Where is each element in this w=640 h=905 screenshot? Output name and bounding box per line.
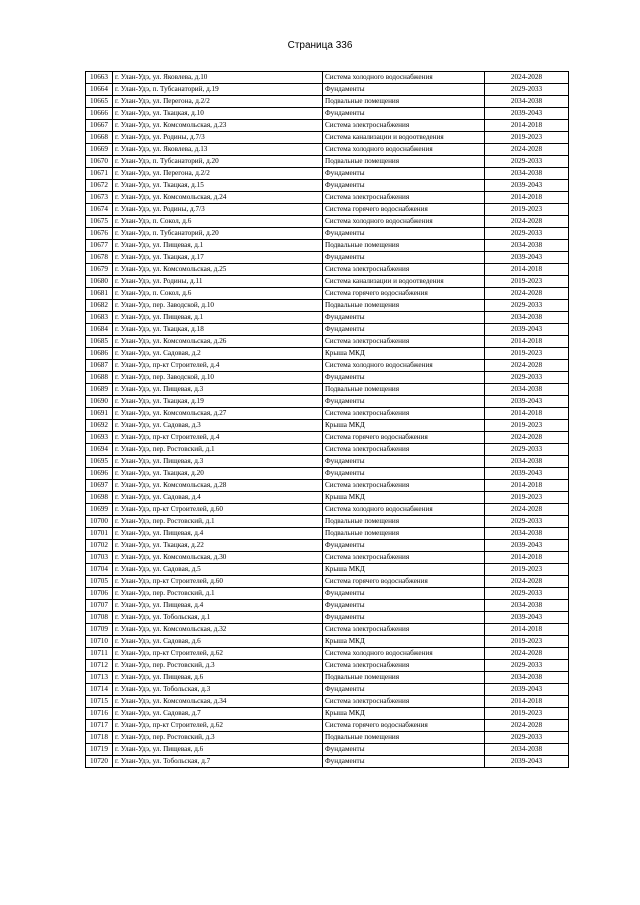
period-cell: 2019-2023 (485, 348, 569, 360)
record-id-cell: 10702 (86, 540, 113, 552)
system-cell: Система горячего водоснабжения (323, 288, 485, 300)
period-cell: 2024-2028 (485, 432, 569, 444)
system-cell: Фундаменты (323, 372, 485, 384)
record-id-cell: 10674 (86, 204, 113, 216)
address-cell: г. Улан-Удэ, п. Сокол, д.6 (113, 288, 323, 300)
system-cell: Фундаменты (323, 396, 485, 408)
record-id-cell: 10679 (86, 264, 113, 276)
system-cell: Подвальные помещения (323, 672, 485, 684)
record-id-cell: 10715 (86, 696, 113, 708)
period-cell: 2024-2028 (485, 144, 569, 156)
address-cell: г. Улан-Удэ, ул. Комсомольская, д.34 (113, 696, 323, 708)
table-row (86, 456, 569, 468)
record-id-cell: 10685 (86, 336, 113, 348)
record-id-cell: 10717 (86, 720, 113, 732)
table-row (86, 648, 569, 660)
table-row (86, 588, 569, 600)
system-cell: Подвальные помещения (323, 516, 485, 528)
system-cell: Система электроснабжения (323, 480, 485, 492)
record-id-cell: 10663 (86, 72, 113, 84)
system-cell: Система канализации и водоотведения (323, 132, 485, 144)
table-row (86, 600, 569, 612)
record-id-cell: 10697 (86, 480, 113, 492)
period-cell: 2034-2038 (485, 168, 569, 180)
table-row (86, 348, 569, 360)
table-row (86, 420, 569, 432)
record-id-cell: 10676 (86, 228, 113, 240)
record-id-cell: 10677 (86, 240, 113, 252)
system-cell: Фундаменты (323, 180, 485, 192)
address-cell: г. Улан-Удэ, ул. Пищевая, д.6 (113, 744, 323, 756)
period-cell: 2019-2023 (485, 204, 569, 216)
record-id-cell: 10692 (86, 420, 113, 432)
table-row (86, 168, 569, 180)
address-cell: г. Улан-Удэ, пр-кт Строителей, д.60 (113, 504, 323, 516)
table-row (86, 516, 569, 528)
record-id-cell: 10714 (86, 684, 113, 696)
record-id-cell: 10693 (86, 432, 113, 444)
system-cell: Фундаменты (323, 612, 485, 624)
period-cell: 2019-2023 (485, 420, 569, 432)
period-cell: 2029-2033 (485, 372, 569, 384)
address-cell: г. Улан-Удэ, пр-кт Строителей, д.4 (113, 360, 323, 372)
table-row (86, 372, 569, 384)
period-cell: 2029-2033 (485, 300, 569, 312)
table-row (86, 552, 569, 564)
address-cell: г. Улан-Удэ, ул. Комсомольская, д.32 (113, 624, 323, 636)
record-id-cell: 10689 (86, 384, 113, 396)
address-cell: г. Улан-Удэ, пр-кт Строителей, д.4 (113, 432, 323, 444)
period-cell: 2034-2038 (485, 672, 569, 684)
table-row (86, 312, 569, 324)
table-row (86, 504, 569, 516)
address-cell: г. Улан-Удэ, ул. Пищевая, д.3 (113, 456, 323, 468)
period-cell: 2024-2028 (485, 648, 569, 660)
system-cell: Крыша МКД (323, 348, 485, 360)
system-cell: Система электроснабжения (323, 408, 485, 420)
period-cell: 2034-2038 (485, 96, 569, 108)
record-id-cell: 10698 (86, 492, 113, 504)
system-cell: Фундаменты (323, 324, 485, 336)
record-id-cell: 10688 (86, 372, 113, 384)
address-cell: г. Улан-Удэ, ул. Ткацкая, д.10 (113, 108, 323, 120)
system-cell: Фундаменты (323, 252, 485, 264)
record-id-cell: 10667 (86, 120, 113, 132)
table-row (86, 360, 569, 372)
address-cell: г. Улан-Удэ, пер. Ростовский, д.3 (113, 732, 323, 744)
table-row (86, 252, 569, 264)
period-cell: 2029-2033 (485, 660, 569, 672)
table-row (86, 396, 569, 408)
period-cell: 2039-2043 (485, 756, 569, 768)
table-row (86, 96, 569, 108)
system-cell: Система холодного водоснабжения (323, 216, 485, 228)
table-row (86, 612, 569, 624)
record-id-cell: 10681 (86, 288, 113, 300)
address-cell: г. Улан-Удэ, ул. Ткацкая, д.18 (113, 324, 323, 336)
system-cell: Система электроснабжения (323, 336, 485, 348)
period-cell: 2024-2028 (485, 576, 569, 588)
address-cell: г. Улан-Удэ, ул. Тобольская, д.3 (113, 684, 323, 696)
address-cell: г. Улан-Удэ, ул. Ткацкая, д.17 (113, 252, 323, 264)
period-cell: 2039-2043 (485, 540, 569, 552)
record-id-cell: 10666 (86, 108, 113, 120)
address-cell: г. Улан-Удэ, ул. Комсомольская, д.24 (113, 192, 323, 204)
address-cell: г. Улан-Удэ, пер. Заводской, д.10 (113, 372, 323, 384)
period-cell: 2034-2038 (485, 456, 569, 468)
address-cell: г. Улан-Удэ, ул. Ткацкая, д.19 (113, 396, 323, 408)
address-cell: г. Улан-Удэ, пер. Ростовский, д.3 (113, 660, 323, 672)
record-id-cell: 10695 (86, 456, 113, 468)
period-cell: 2029-2033 (485, 516, 569, 528)
period-cell: 2029-2033 (485, 156, 569, 168)
address-cell: г. Улан-Удэ, ул. Тобольская, д.1 (113, 612, 323, 624)
table-row (86, 300, 569, 312)
system-cell: Крыша МКД (323, 708, 485, 720)
record-id-cell: 10690 (86, 396, 113, 408)
system-cell: Система электроснабжения (323, 660, 485, 672)
period-cell: 2014-2018 (485, 408, 569, 420)
record-id-cell: 10711 (86, 648, 113, 660)
registry-table-body (86, 72, 569, 768)
address-cell: г. Улан-Удэ, ул. Родины, д.7/3 (113, 132, 323, 144)
period-cell: 2019-2023 (485, 564, 569, 576)
period-cell: 2039-2043 (485, 612, 569, 624)
period-cell: 2034-2038 (485, 600, 569, 612)
address-cell: г. Улан-Удэ, ул. Садовая, д.7 (113, 708, 323, 720)
address-cell: г. Улан-Удэ, ул. Комсомольская, д.30 (113, 552, 323, 564)
table-row (86, 264, 569, 276)
system-cell: Фундаменты (323, 540, 485, 552)
record-id-cell: 10678 (86, 252, 113, 264)
record-id-cell: 10708 (86, 612, 113, 624)
record-id-cell: 10670 (86, 156, 113, 168)
table-row (86, 708, 569, 720)
record-id-cell: 10684 (86, 324, 113, 336)
table-row (86, 672, 569, 684)
period-cell: 2024-2028 (485, 288, 569, 300)
record-id-cell: 10709 (86, 624, 113, 636)
period-cell: 2029-2033 (485, 588, 569, 600)
record-id-cell: 10705 (86, 576, 113, 588)
address-cell: г. Улан-Удэ, ул. Яковлева, д.13 (113, 144, 323, 156)
record-id-cell: 10687 (86, 360, 113, 372)
period-cell: 2019-2023 (485, 708, 569, 720)
address-cell: г. Улан-Удэ, ул. Пищевая, д.4 (113, 600, 323, 612)
record-id-cell: 10673 (86, 192, 113, 204)
system-cell: Фундаменты (323, 312, 485, 324)
table-row (86, 84, 569, 96)
address-cell: г. Улан-Удэ, ул. Комсомольская, д.25 (113, 264, 323, 276)
period-cell: 2014-2018 (485, 336, 569, 348)
table-row (86, 432, 569, 444)
address-cell: г. Улан-Удэ, пр-кт Строителей, д.62 (113, 720, 323, 732)
address-cell: г. Улан-Удэ, ул. Пищевая, д.3 (113, 384, 323, 396)
record-id-cell: 10701 (86, 528, 113, 540)
period-cell: 2029-2033 (485, 84, 569, 96)
record-id-cell: 10699 (86, 504, 113, 516)
period-cell: 2019-2023 (485, 492, 569, 504)
period-cell: 2039-2043 (485, 396, 569, 408)
period-cell: 2039-2043 (485, 468, 569, 480)
system-cell: Система электроснабжения (323, 552, 485, 564)
address-cell: г. Улан-Удэ, ул. Пищевая, д.1 (113, 240, 323, 252)
period-cell: 2014-2018 (485, 552, 569, 564)
address-cell: г. Улан-Удэ, п. Тубсанаторий, д.19 (113, 84, 323, 96)
table-row (86, 72, 569, 84)
address-cell: г. Улан-Удэ, ул. Садовая, д.5 (113, 564, 323, 576)
record-id-cell: 10672 (86, 180, 113, 192)
address-cell: г. Улан-Удэ, ул. Садовая, д.3 (113, 420, 323, 432)
address-cell: г. Улан-Удэ, ул. Ткацкая, д.20 (113, 468, 323, 480)
system-cell: Система электроснабжения (323, 696, 485, 708)
address-cell: г. Улан-Удэ, ул. Пищевая, д.6 (113, 672, 323, 684)
system-cell: Система горячего водоснабжения (323, 432, 485, 444)
table-row (86, 132, 569, 144)
system-cell: Система холодного водоснабжения (323, 648, 485, 660)
address-cell: г. Улан-Удэ, ул. Ткацкая, д.15 (113, 180, 323, 192)
system-cell: Фундаменты (323, 600, 485, 612)
record-id-cell: 10675 (86, 216, 113, 228)
record-id-cell: 10704 (86, 564, 113, 576)
record-id-cell: 10706 (86, 588, 113, 600)
record-id-cell: 10671 (86, 168, 113, 180)
period-cell: 2039-2043 (485, 252, 569, 264)
record-id-cell: 10712 (86, 660, 113, 672)
address-cell: г. Улан-Удэ, ул. Комсомольская, д.26 (113, 336, 323, 348)
table-row (86, 324, 569, 336)
address-cell: г. Улан-Удэ, ул. Комсомольская, д.27 (113, 408, 323, 420)
system-cell: Система холодного водоснабжения (323, 360, 485, 372)
period-cell: 2039-2043 (485, 324, 569, 336)
record-id-cell: 10664 (86, 84, 113, 96)
period-cell: 2014-2018 (485, 120, 569, 132)
record-id-cell: 10718 (86, 732, 113, 744)
system-cell: Фундаменты (323, 684, 485, 696)
address-cell: г. Улан-Удэ, ул. Пищевая, д.1 (113, 312, 323, 324)
record-id-cell: 10686 (86, 348, 113, 360)
address-cell: г. Улан-Удэ, п. Тубсанаторий, д.20 (113, 156, 323, 168)
record-id-cell: 10694 (86, 444, 113, 456)
address-cell: г. Улан-Удэ, ул. Садовая, д.6 (113, 636, 323, 648)
record-id-cell: 10707 (86, 600, 113, 612)
address-cell: г. Улан-Удэ, пер. Ростовский, д.1 (113, 444, 323, 456)
table-row (86, 636, 569, 648)
system-cell: Система электроснабжения (323, 264, 485, 276)
table-row (86, 720, 569, 732)
system-cell: Подвальные помещения (323, 300, 485, 312)
record-id-cell: 10720 (86, 756, 113, 768)
table-row (86, 696, 569, 708)
period-cell: 2014-2018 (485, 192, 569, 204)
system-cell: Система горячего водоснабжения (323, 576, 485, 588)
table-row (86, 336, 569, 348)
period-cell: 2019-2023 (485, 132, 569, 144)
table-row (86, 192, 569, 204)
system-cell: Фундаменты (323, 108, 485, 120)
address-cell: г. Улан-Удэ, ул. Родины, д.7/3 (113, 204, 323, 216)
table-row (86, 180, 569, 192)
table-row (86, 684, 569, 696)
address-cell: г. Улан-Удэ, ул. Пищевая, д.4 (113, 528, 323, 540)
period-cell: 2024-2028 (485, 504, 569, 516)
table-row (86, 108, 569, 120)
system-cell: Система горячего водоснабжения (323, 720, 485, 732)
record-id-cell: 10682 (86, 300, 113, 312)
table-row (86, 384, 569, 396)
address-cell: г. Улан-Удэ, ул. Садовая, д.2 (113, 348, 323, 360)
system-cell: Крыша МКД (323, 492, 485, 504)
address-cell: г. Улан-Удэ, ул. Родины, д.11 (113, 276, 323, 288)
system-cell: Система холодного водоснабжения (323, 504, 485, 516)
system-cell: Подвальные помещения (323, 528, 485, 540)
table-row (86, 744, 569, 756)
period-cell: 2039-2043 (485, 180, 569, 192)
system-cell: Фундаменты (323, 756, 485, 768)
table-row (86, 492, 569, 504)
record-id-cell: 10668 (86, 132, 113, 144)
system-cell: Фундаменты (323, 588, 485, 600)
table-row (86, 156, 569, 168)
period-cell: 2029-2033 (485, 732, 569, 744)
address-cell: г. Улан-Удэ, ул. Комсомольская, д.28 (113, 480, 323, 492)
system-cell: Система холодного водоснабжения (323, 144, 485, 156)
system-cell: Фундаменты (323, 744, 485, 756)
address-cell: г. Улан-Удэ, пер. Заводской, д.10 (113, 300, 323, 312)
table-row (86, 528, 569, 540)
period-cell: 2024-2028 (485, 720, 569, 732)
address-cell: г. Улан-Удэ, п. Тубсанаторий, д.20 (113, 228, 323, 240)
table-row (86, 468, 569, 480)
record-id-cell: 10719 (86, 744, 113, 756)
system-cell: Фундаменты (323, 228, 485, 240)
system-cell: Система электроснабжения (323, 444, 485, 456)
record-id-cell: 10696 (86, 468, 113, 480)
system-cell: Система канализации и водоотведения (323, 276, 485, 288)
period-cell: 2034-2038 (485, 240, 569, 252)
period-cell: 2024-2028 (485, 216, 569, 228)
system-cell: Фундаменты (323, 84, 485, 96)
period-cell: 2014-2018 (485, 264, 569, 276)
address-cell: г. Улан-Удэ, ул. Комсомольская, д.23 (113, 120, 323, 132)
system-cell: Подвальные помещения (323, 156, 485, 168)
period-cell: 2014-2018 (485, 624, 569, 636)
record-id-cell: 10665 (86, 96, 113, 108)
system-cell: Крыша МКД (323, 420, 485, 432)
system-cell: Подвальные помещения (323, 96, 485, 108)
record-id-cell: 10683 (86, 312, 113, 324)
period-cell: 2014-2018 (485, 480, 569, 492)
record-id-cell: 10710 (86, 636, 113, 648)
period-cell: 2039-2043 (485, 684, 569, 696)
address-cell: г. Улан-Удэ, ул. Перегона, д.2/2 (113, 96, 323, 108)
period-cell: 2034-2038 (485, 312, 569, 324)
period-cell: 2024-2028 (485, 360, 569, 372)
period-cell: 2039-2043 (485, 108, 569, 120)
record-id-cell: 10680 (86, 276, 113, 288)
system-cell: Подвальные помещения (323, 240, 485, 252)
registry-table (85, 71, 569, 768)
table-row (86, 408, 569, 420)
system-cell: Система электроснабжения (323, 120, 485, 132)
address-cell: г. Улан-Удэ, ул. Перегона, д.2/2 (113, 168, 323, 180)
system-cell: Подвальные помещения (323, 732, 485, 744)
table-row (86, 576, 569, 588)
record-id-cell: 10716 (86, 708, 113, 720)
system-cell: Фундаменты (323, 168, 485, 180)
table-row (86, 216, 569, 228)
system-cell: Крыша МКД (323, 636, 485, 648)
address-cell: г. Улан-Удэ, ул. Садовая, д.4 (113, 492, 323, 504)
system-cell: Фундаменты (323, 456, 485, 468)
table-row (86, 660, 569, 672)
table-row (86, 228, 569, 240)
period-cell: 2014-2018 (485, 696, 569, 708)
period-cell: 2029-2033 (485, 444, 569, 456)
address-cell: г. Улан-Удэ, ул. Ткацкая, д.22 (113, 540, 323, 552)
address-cell: г. Улан-Удэ, ул. Тобольская, д.7 (113, 756, 323, 768)
record-id-cell: 10713 (86, 672, 113, 684)
record-id-cell: 10669 (86, 144, 113, 156)
address-cell: г. Улан-Удэ, пр-кт Строителей, д.62 (113, 648, 323, 660)
table-row (86, 444, 569, 456)
address-cell: г. Улан-Удэ, пер. Ростовский, д.1 (113, 516, 323, 528)
system-cell: Система электроснабжения (323, 192, 485, 204)
system-cell: Крыша МКД (323, 564, 485, 576)
table-row (86, 240, 569, 252)
address-cell: г. Улан-Удэ, ул. Яковлева, д.10 (113, 72, 323, 84)
period-cell: 2034-2038 (485, 744, 569, 756)
period-cell: 2034-2038 (485, 384, 569, 396)
period-cell: 2019-2023 (485, 276, 569, 288)
record-id-cell: 10700 (86, 516, 113, 528)
period-cell: 2019-2023 (485, 636, 569, 648)
table-row (86, 540, 569, 552)
table-row (86, 276, 569, 288)
system-cell: Система горячего водоснабжения (323, 204, 485, 216)
system-cell: Подвальные помещения (323, 384, 485, 396)
table-row (86, 756, 569, 768)
record-id-cell: 10703 (86, 552, 113, 564)
table-row (86, 204, 569, 216)
table-row (86, 624, 569, 636)
table-row (86, 480, 569, 492)
table-row (86, 732, 569, 744)
period-cell: 2024-2028 (485, 72, 569, 84)
system-cell: Фундаменты (323, 468, 485, 480)
table-row (86, 288, 569, 300)
record-id-cell: 10691 (86, 408, 113, 420)
page-title: Страница 336 (287, 40, 353, 51)
system-cell: Система электроснабжения (323, 624, 485, 636)
system-cell: Система холодного водоснабжения (323, 72, 485, 84)
address-cell: г. Улан-Удэ, пер. Ростовский, д.1 (113, 588, 323, 600)
address-cell: г. Улан-Удэ, пр-кт Строителей, д.60 (113, 576, 323, 588)
address-cell: г. Улан-Удэ, п. Сокол, д.6 (113, 216, 323, 228)
table-row (86, 120, 569, 132)
table-row (86, 564, 569, 576)
period-cell: 2029-2033 (485, 228, 569, 240)
period-cell: 2034-2038 (485, 528, 569, 540)
table-row (86, 144, 569, 156)
